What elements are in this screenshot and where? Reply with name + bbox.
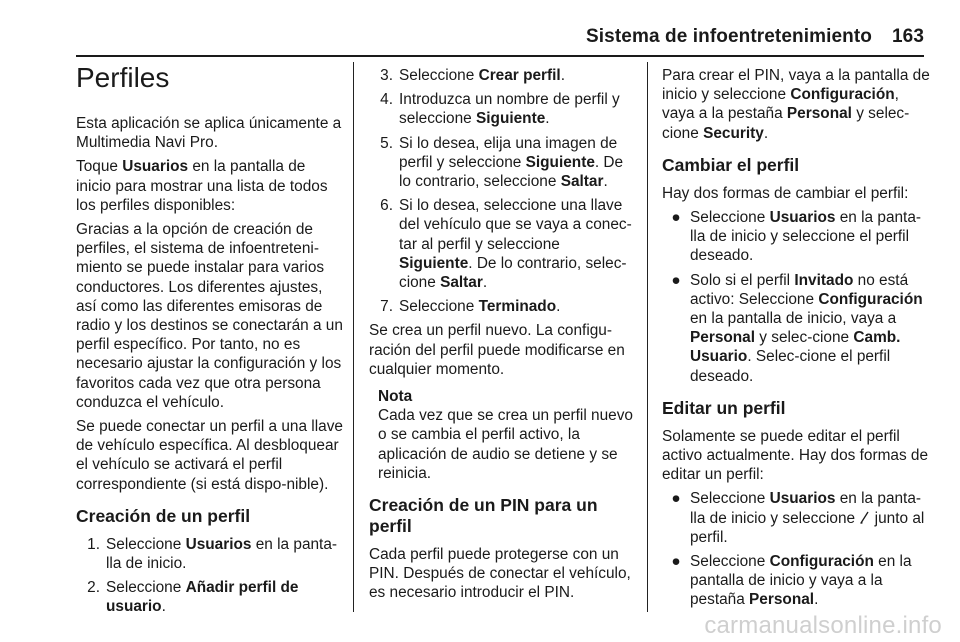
- column-divider-1: [353, 62, 354, 612]
- subsection-heading: Creación de un PIN para un perfil: [369, 495, 598, 537]
- bullet-list: [662, 489, 930, 609]
- paragraph: Hay dos formas de cambiar el perfil:: [662, 184, 909, 202]
- running-header: [586, 26, 924, 48]
- subsection-heading: Editar un perfil: [662, 397, 786, 418]
- list-item: 4. Introduzca un nombre de perfil y seleccione Siguiente.: [380, 91, 620, 128]
- column-1: [76, 62, 344, 622]
- list-item: ● Seleccione Usuarios en la panta-lla de inicio y seleccione el perfil deseado.: [662, 208, 930, 266]
- subsection-heading: Creación de un perfil: [76, 505, 251, 526]
- list-item: 6. Si lo desea, seleccione una llave del vehículo que se vaya a conec-tar al perfil y seleccione Siguiente. De lo contrario, selec-cione Saltar.: [380, 197, 632, 292]
- list-item: ● Seleccione Usuarios en la panta-lla de inicio y seleccione junto al perfil.: [662, 489, 930, 547]
- list-item: ● Solo si el perfil Invitado no está activo: Seleccione Configuración en la pantalla de inicio, vaya a Personal y selec-cione Camb. Usuario. Selec-cione el perfil deseado.: [662, 271, 930, 386]
- bullet-list: [662, 208, 930, 386]
- note-box: [378, 387, 635, 483]
- list-item: ● Seleccione Configuración en la pantalla de inicio y vaya a la pestaña Personal.: [662, 552, 930, 610]
- page-number: 163: [891, 26, 924, 47]
- list-item: 7. Seleccione Terminado.: [380, 298, 561, 316]
- note-text: Cada vez que se crea un perfil nuevo o se cambia el perfil activo, la aplicación de audio se detiene y se reinicia.: [378, 407, 633, 482]
- bullet: ●: [671, 553, 681, 571]
- header-title: Sistema de infoentretenimiento: [586, 26, 872, 47]
- bullet: ●: [671, 271, 681, 289]
- column-2: [369, 66, 635, 608]
- list-item: 2. Seleccione Añadir perfil de usuario.: [87, 579, 299, 616]
- bullet: ●: [671, 490, 681, 508]
- bullet: ●: [671, 209, 681, 227]
- list-item: 1. Seleccione Usuarios en la panta-lla de inicio.: [87, 535, 338, 573]
- column-divider-2: [647, 62, 648, 612]
- paragraph: Se puede conectar un perfil a una llave de vehículo específica. Al desbloquear el vehículo se activará el perfil correspondiente (si está dispo-nible).: [76, 418, 343, 493]
- column-3: [662, 66, 930, 615]
- paragraph: Toque Usuarios en la pantalla de inicio para mostrar una lista de todos los perfiles disponibles:: [76, 158, 328, 214]
- list-item: 5. Si lo desea, elija una imagen de perfil y seleccione Siguiente. De lo contrario, seleccione Saltar.: [380, 134, 624, 191]
- header-rule: [76, 55, 924, 57]
- paragraph: Gracias a la opción de creación de perfiles, el sistema de infoentreteni-miento se puede instalar para varios conductores. Los diferentes ajustes, así como las diferentes emisoras de radio y los destinos se conectarán a un perfil específico. Por tanto, no es necesario ajustar la configuración y los favoritos cada vez que otra persona conduzca el vehículo.: [76, 221, 343, 411]
- paragraph: Para crear el PIN, vaya a la pantalla de inicio y seleccione Configuración, vaya a la pestaña Personal y selec-cione Security.: [662, 67, 930, 142]
- paragraph: Solamente se puede editar el perfil activo actualmente. Hay dos formas de editar un perfil:: [662, 427, 929, 484]
- subsection-heading: Cambiar el perfil: [662, 154, 800, 175]
- step-list: [369, 66, 635, 316]
- step-list: [76, 535, 344, 617]
- watermark: carmanualsonline.info: [704, 612, 942, 639]
- list-item: 3. Seleccione Crear perfil.: [380, 67, 565, 84]
- pencil-icon: [859, 510, 870, 526]
- paragraph: Cada perfil puede protegerse con un PIN. Después de conectar el vehículo, es necesario introducir el PIN.: [369, 546, 631, 602]
- note-title: Nota: [378, 388, 413, 406]
- section-title: Perfiles: [76, 62, 170, 93]
- paragraph: Esta aplicación se aplica únicamente a Multimedia Navi Pro.: [76, 115, 342, 152]
- paragraph: Se crea un perfil nuevo. La configu-ración del perfil puede modificarse en cualquier momento.: [369, 322, 625, 378]
